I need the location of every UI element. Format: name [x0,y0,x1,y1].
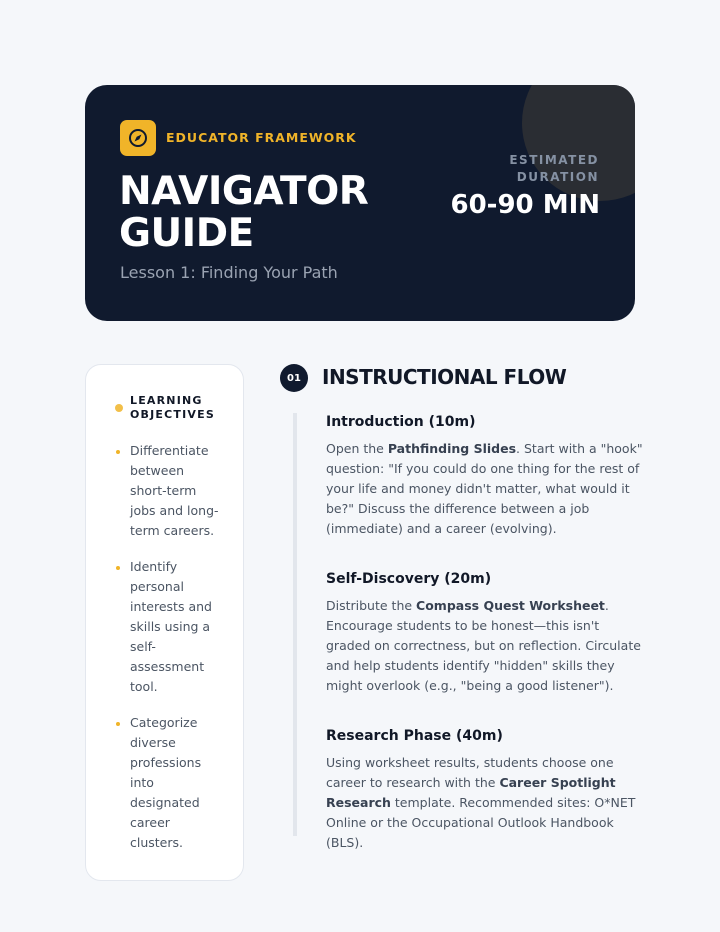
phase-title: Research Phase (40m) [326,728,503,744]
objectives-list [114,441,224,869]
phase-title: Self-Discovery (20m) [326,571,492,587]
objectives-card [85,364,244,881]
eyebrow-label: EDUCATOR FRAMEWORK [166,130,357,145]
section-number-badge: 01 [280,364,308,392]
duration-value: 60-90 MIN [450,190,600,220]
compass-icon [120,120,156,156]
phase-description: Using worksheet results, students choose one career to research with the Career Spotlight Research template. Recommended sites: O*NET Online or the Occupational Outlook Handbook (BLS). [326,755,636,850]
objectives-header [115,394,225,422]
bullet-dot-icon [115,404,123,412]
phase-self-discovery [326,571,646,696]
duration-label: ESTIMATED DURATION [509,153,599,184]
header-card [85,85,635,321]
page-title: NAVIGATOR GUIDE [119,169,369,256]
objective-item: Categorize diverse professions into designated career clusters. [114,713,224,853]
phase-description: Open the Pathfinding Slides. Start with a "hook" question: "If you could do one thing for the rest of your life and money didn't matter, what would it be?" Discuss the difference between a job (immediate) and a career (evolving). [326,441,643,536]
page-subtitle: Lesson 1: Finding Your Path [120,263,338,282]
phase-introduction [326,414,646,539]
objective-item: Differentiate between short-term jobs and long-term careers. [114,441,224,541]
phase-description: Distribute the Compass Quest Worksheet. Encourage students to be honest—this isn't graded on correctness, but on reflection. Circulate and help students identify "hidden" skills they might overlook (e.g., "being a good listener"). [326,598,641,693]
objectives-heading: LEARNING OBJECTIVES [130,394,215,421]
timeline-line [293,413,297,836]
phase-title: Introduction (10m) [326,414,476,430]
section-title: INSTRUCTIONAL FLOW [322,365,567,389]
objective-item: Identify personal interests and skills using a self-assessment tool. [114,557,224,697]
phase-research [326,728,646,853]
